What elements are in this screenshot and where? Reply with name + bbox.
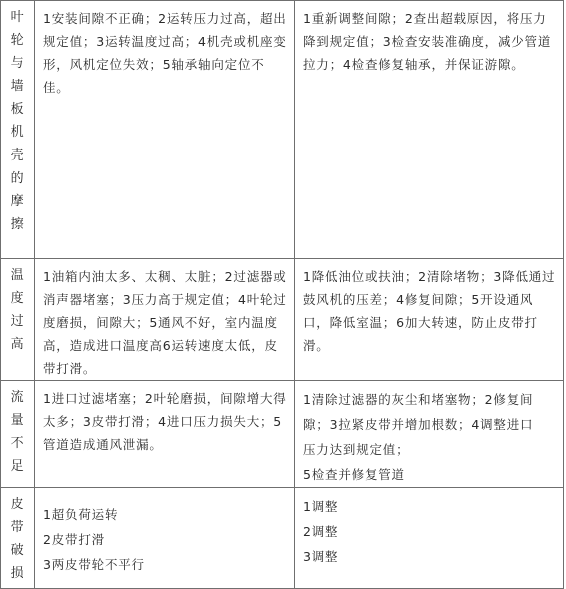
remedy-cell (295, 259, 564, 381)
remedy-lines (295, 381, 563, 487)
remedy-line: 5检查并修复管道 (303, 467, 405, 482)
fault-cell (1, 259, 35, 381)
table-row (1, 381, 564, 488)
remedy-cell (295, 381, 564, 488)
remedy-line: 3调整 (303, 549, 339, 564)
cause-line: 1超负荷运转 (43, 507, 119, 522)
cause-line: 3两皮带轮不平行 (43, 557, 145, 572)
cause-text: 1安装间隙不正确；2运转压力过高，超出规定值；3运转温度过高；4机壳或机座变形，风机定位失效；5轴承轴向定位不佳。 (43, 11, 287, 95)
fault-char: 摩 (10, 194, 25, 209)
remedy-line: 压力达到规定值； (303, 442, 410, 457)
fault-char: 皮 (10, 497, 25, 512)
remedy-text: 1重新调整间隙；2查出超载原因，将压力降到规定值；3检查安装准确度，减少管道拉力；4检查修复轴承，并保证游隙。 (303, 11, 552, 72)
fault-cell (1, 1, 35, 259)
fault-char: 板 (10, 102, 25, 117)
fault-char: 轮 (10, 33, 25, 48)
fault-label (1, 488, 34, 585)
fault-char: 叶 (10, 10, 25, 25)
remedy-lines (295, 488, 563, 569)
remedy-cell (295, 488, 564, 589)
cause-cell (35, 259, 295, 381)
remedy-text: 1降低油位或扶油；2清除堵物；3降低通过鼓风机的压差；4修复间隙；5开设通风口，降低室温；6加大转速，防止皮带打滑。 (303, 269, 556, 353)
fault-char: 高 (10, 337, 25, 352)
fault-char: 壳 (10, 148, 25, 163)
fault-char: 损 (10, 566, 25, 581)
remedy-line: 1调整 (303, 499, 339, 514)
fault-char: 带 (10, 520, 25, 535)
cause-cell (35, 381, 295, 488)
fault-char: 量 (10, 413, 25, 428)
fault-char: 不 (10, 436, 25, 451)
fault-label (1, 259, 34, 356)
cause-lines (35, 488, 294, 577)
fault-char: 破 (10, 543, 25, 558)
fault-char: 擦 (10, 217, 25, 232)
remedy-cell (295, 1, 564, 259)
fault-char: 与 (10, 56, 25, 71)
fault-char: 过 (10, 314, 25, 329)
remedy-line: 2调整 (303, 524, 339, 539)
fault-char: 墙 (10, 79, 25, 94)
cause-line: 2皮带打滑 (43, 532, 105, 547)
fault-cell (1, 381, 35, 488)
cause-cell (35, 1, 295, 259)
table-row (1, 488, 564, 589)
fault-char: 足 (10, 459, 25, 474)
fault-char: 机 (10, 125, 25, 140)
fault-label (1, 1, 34, 236)
remedy-line: 隙；3拉紧皮带并增加根数；4调整进口 (303, 417, 534, 432)
cause-text: 1进口过滤堵塞；2叶轮磨损，间隙增大得太多；3皮带打滑；4进口压力损失大；5管道造成通风泄漏。 (43, 391, 287, 452)
fault-char: 度 (10, 291, 25, 306)
fault-char: 流 (10, 390, 25, 405)
table-row (1, 259, 564, 381)
remedy-line: 1清除过滤器的灰尘和堵塞物；2修复间 (303, 392, 534, 407)
fault-cell (1, 488, 35, 589)
fault-char: 温 (10, 268, 25, 283)
table-row (1, 1, 564, 259)
fault-label (1, 381, 34, 478)
cause-cell (35, 488, 295, 589)
cause-text: 1油箱内油太多、太稠、太脏；2过滤器或消声器堵塞；3压力高于规定值；4叶轮过度磨损，间隙大；5通风不好，室内温度高，造成进口温度高6运转速度太低，皮带打滑。 (43, 269, 287, 376)
fault-char: 的 (10, 171, 25, 186)
